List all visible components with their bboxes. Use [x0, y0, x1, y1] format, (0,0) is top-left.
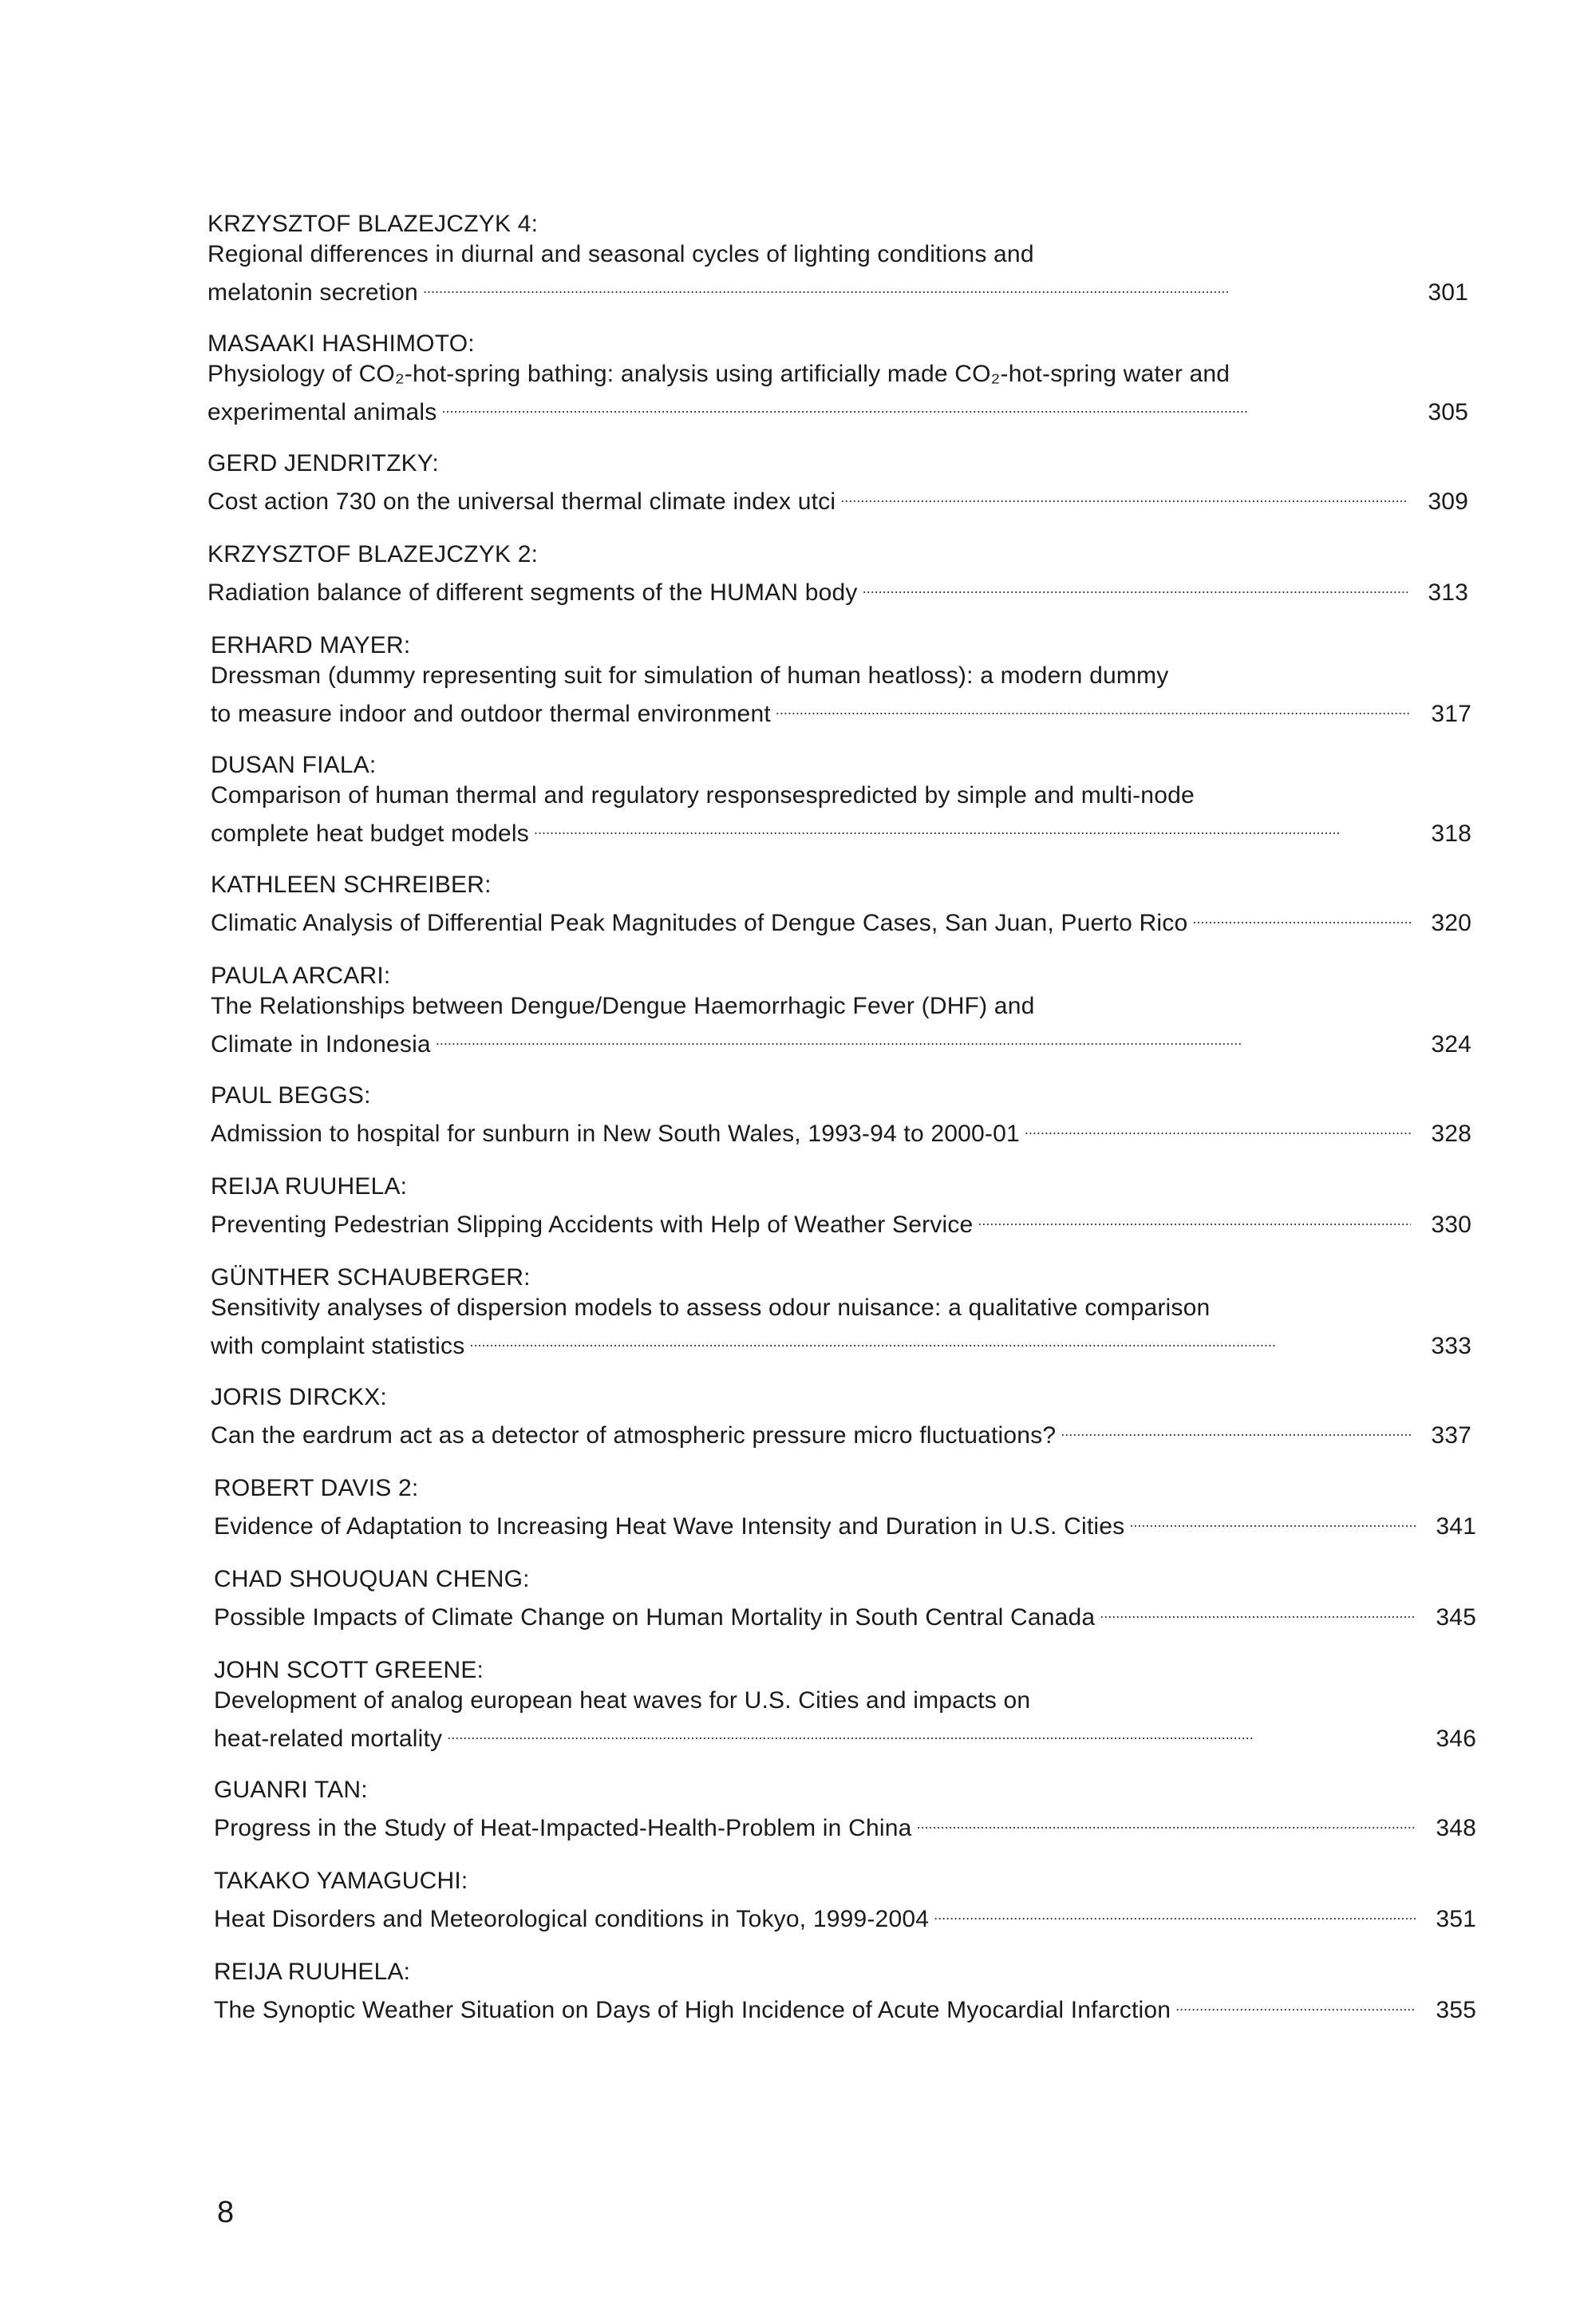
entry-title-text: heat-related mortality [214, 1726, 443, 1752]
toc-entry [211, 631, 1472, 729]
entry-title-line: Physiology of CO₂-hot-spring bathing: analysis using artificially made CO₂-hot-spring water and [207, 361, 1231, 387]
entry-page-number: 318 [1431, 820, 1472, 847]
entry-title-last-line [211, 811, 1472, 849]
entry-title-last-line [211, 1111, 1472, 1149]
entry-page-number: 330 [1431, 1212, 1472, 1238]
entry-author: REIJA RUUHELA: [211, 1173, 408, 1200]
dot-leader [1100, 1595, 1416, 1625]
dot-leader [916, 1805, 1416, 1836]
entry-page-number: 328 [1431, 1121, 1472, 1147]
entry-title-line: Dressman (dummy representing suit for simulation of human heatloss): a modern dummy [211, 662, 1169, 689]
toc-entry [211, 961, 1472, 1060]
entry-title-text: Preventing Pedestrian Slipping Accidents with Help of Weather Service [211, 1212, 974, 1238]
entry-title-text: complete heat budget models [211, 820, 529, 847]
dot-leader [1061, 1413, 1411, 1443]
dot-leader [1175, 1987, 1416, 2018]
entry-author: GUANRI TAN: [214, 1777, 368, 1803]
entry-author: REIJA RUUHELA: [214, 1959, 411, 1985]
entry-title-text: experimental animals [207, 399, 437, 425]
entry-page-number: 309 [1428, 488, 1468, 515]
toc-entry [211, 750, 1472, 849]
page-number: 8 [217, 2196, 235, 2229]
entry-title-text: The Synoptic Weather Situation on Days of High Incidence of Acute Myocardial Infarction [214, 1997, 1171, 2023]
entry-author: MASAAKI HASHIMOTO: [207, 330, 475, 357]
entry-title-text: Possible Impacts of Climate Change on Human Mortality in South Central Canada [214, 1604, 1096, 1631]
entry-title-text: melatonin secretion [207, 279, 418, 306]
toc-entry [211, 1263, 1472, 1362]
entry-title-text: with complaint statistics [211, 1333, 465, 1359]
entry-title-last-line [211, 1202, 1472, 1240]
entry-page-number: 305 [1428, 399, 1468, 425]
entry-author: GERD JENDRITZKY: [207, 450, 439, 476]
entry-title-line: Regional differences in diurnal and seasonal cycles of lighting conditions and [207, 241, 1034, 267]
toc-entry [214, 1655, 1476, 1754]
entry-title-line: Comparison of human thermal and regulatory responsespredicted by simple and multi-node [211, 782, 1195, 809]
entry-page-number: 348 [1436, 1815, 1476, 1841]
entry-page-number: 320 [1431, 910, 1472, 936]
entry-page-number: 346 [1436, 1726, 1476, 1752]
entry-page-number: 324 [1431, 1031, 1472, 1058]
toc-entry [207, 329, 1468, 428]
entry-author: ROBERT DAVIS 2: [214, 1475, 419, 1501]
entry-author: CHAD SHOUQUAN CHENG: [214, 1566, 530, 1592]
entry-author: JORIS DIRCKX: [211, 1384, 387, 1410]
entry-title-line: Development of analog european heat waves for U.S. Cities and impacts on [214, 1687, 1031, 1714]
entry-title-last-line [211, 900, 1472, 939]
entry-page-number: 355 [1436, 1997, 1476, 2023]
entry-title-text: Progress in the Study of Heat-Impacted-Health-Problem in China [214, 1815, 912, 1841]
entry-page-number: 313 [1428, 579, 1468, 606]
entry-title-line: Sensitivity analyses of dispersion models to assess odour nuisance: a qualitative comparison [211, 1295, 1211, 1321]
entry-title-text: Climatic Analysis of Differential Peak Magnitudes of Dengue Cases, San Juan, Puerto Rico [211, 910, 1188, 936]
dot-leader [863, 570, 1408, 600]
entry-title-last-line [214, 1896, 1476, 1935]
dot-leader [447, 1716, 1416, 1746]
dot-leader [1192, 900, 1411, 931]
dot-leader [978, 1202, 1411, 1232]
entry-page-number: 301 [1428, 279, 1468, 306]
entry-author: JOHN SCOTT GREENE: [214, 1657, 484, 1683]
entry-author: KATHLEEN SCHREIBER: [211, 872, 492, 898]
toc-entry [211, 1081, 1472, 1149]
entry-author: KRZYSZTOF BLAZEJCZYK 4: [207, 211, 539, 237]
entry-author: TAKAKO YAMAGUCHI: [214, 1868, 468, 1894]
entry-author: ERHARD MAYER: [211, 632, 411, 658]
entry-author: KRZYSZTOF BLAZEJCZYK 2: [207, 541, 539, 567]
entry-author: DUSAN FIALA: [211, 752, 377, 778]
dot-leader [840, 479, 1408, 509]
entry-title-last-line [214, 1805, 1476, 1844]
entry-title-text: Radiation balance of different segments of the HUMAN body [207, 579, 858, 606]
entry-title-text: Can the eardrum act as a detector of atmospheric pressure micro fluctuations? [211, 1422, 1057, 1449]
dot-leader [534, 811, 1411, 841]
entry-title-last-line [211, 1323, 1472, 1362]
entry-title-last-line [207, 570, 1468, 608]
toc-entry [211, 1382, 1472, 1451]
entry-title-text: to measure indoor and outdoor thermal environment [211, 701, 771, 727]
dot-leader [934, 1896, 1416, 1927]
entry-author: GÜNTHER SCHAUBERGER: [211, 1264, 531, 1291]
entry-title-last-line [211, 1022, 1472, 1060]
dot-leader [1025, 1111, 1411, 1141]
entry-page-number: 333 [1431, 1333, 1472, 1359]
dot-leader [1129, 1504, 1416, 1534]
toc-entry [207, 540, 1468, 608]
entry-author: PAULA ARCARI: [211, 963, 391, 989]
entry-title-line: The Relationships between Dengue/Dengue Haemorrhagic Fever (DHF) and [211, 993, 1035, 1019]
toc-entry [214, 1775, 1476, 1844]
entry-title-last-line [207, 270, 1468, 308]
entry-page-number: 341 [1436, 1513, 1476, 1540]
toc-entry [211, 870, 1472, 939]
dot-leader [441, 389, 1408, 420]
toc-entry [207, 209, 1468, 308]
entry-title-text: Climate in Indonesia [211, 1031, 431, 1058]
entry-title-text: Evidence of Adaptation to Increasing Heat Wave Intensity and Duration in U.S. Cities [214, 1513, 1125, 1540]
toc-entry [214, 1957, 1476, 2026]
entry-title-last-line [214, 1987, 1476, 2026]
dot-leader [423, 270, 1408, 300]
entry-page-number: 337 [1431, 1422, 1472, 1449]
entry-title-last-line [214, 1595, 1476, 1633]
entry-page-number: 351 [1436, 1906, 1476, 1932]
entry-page-number: 317 [1431, 701, 1472, 727]
entry-title-text: Admission to hospital for sunburn in New South Wales, 1993-94 to 2000-01 [211, 1121, 1020, 1147]
entry-title-last-line [207, 389, 1468, 428]
toc-entry [207, 449, 1468, 517]
toc-entry [214, 1866, 1476, 1935]
entry-title-last-line [214, 1504, 1476, 1542]
entry-title-text: Heat Disorders and Meteorological conditions in Tokyo, 1999-2004 [214, 1906, 930, 1932]
toc-entry [214, 1564, 1476, 1633]
entry-title-last-line [207, 479, 1468, 517]
entry-author: PAUL BEGGS: [211, 1082, 371, 1109]
entry-title-text: Cost action 730 on the universal thermal climate index utci [207, 488, 836, 515]
entry-title-last-line [214, 1716, 1476, 1754]
entry-page-number: 345 [1436, 1604, 1476, 1631]
toc-entry [214, 1473, 1476, 1542]
dot-leader [469, 1323, 1411, 1354]
dot-leader [436, 1022, 1411, 1052]
toc-entry [211, 1172, 1472, 1240]
entry-title-last-line [211, 691, 1472, 729]
entry-title-last-line [211, 1413, 1472, 1451]
dot-leader [776, 691, 1411, 722]
